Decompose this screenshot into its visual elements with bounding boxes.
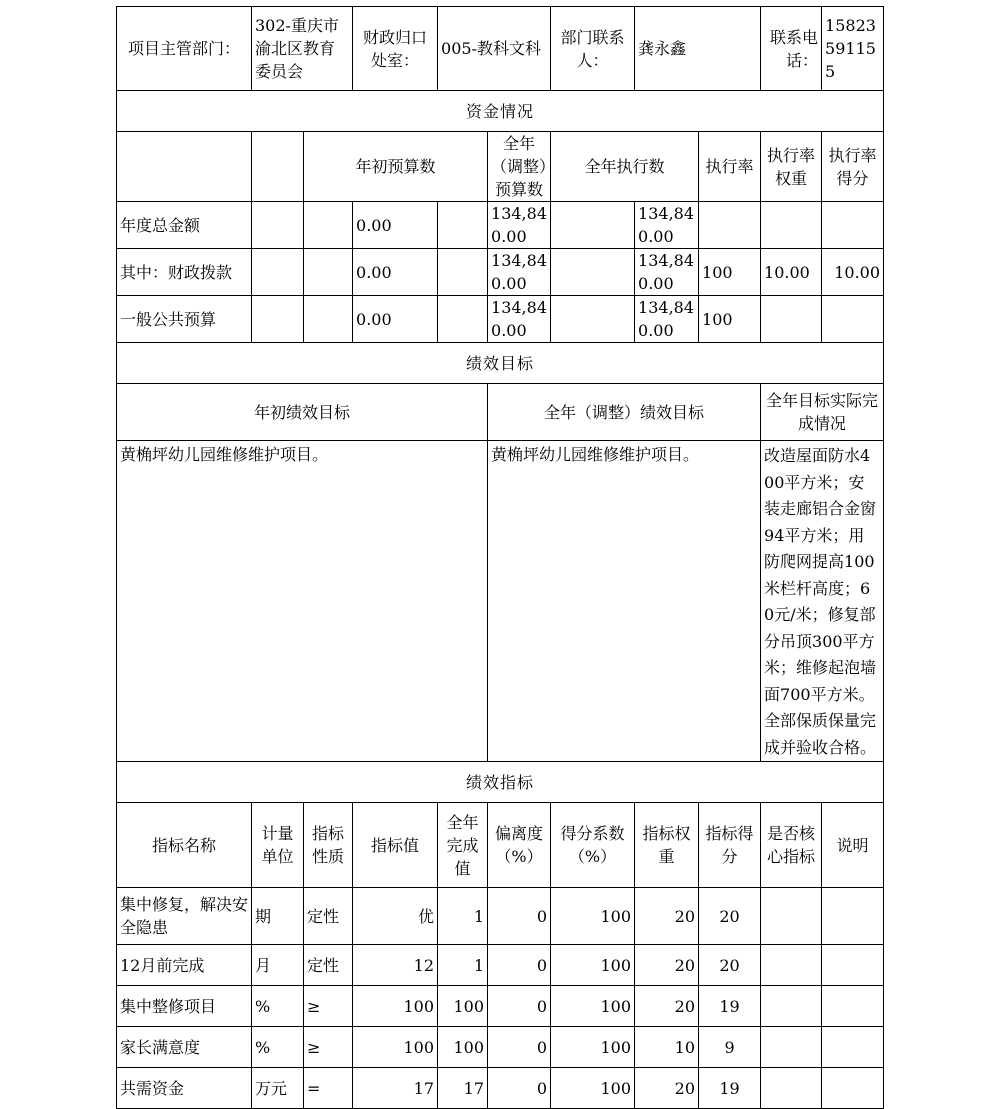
indicator-coef: 100 (551, 1027, 635, 1068)
adjusted-value: 134,840.00 (488, 296, 551, 343)
funds-blank-cell (117, 132, 252, 202)
indicator-weight: 20 (635, 986, 699, 1027)
indicator-core (761, 1027, 822, 1068)
indicator-score: 9 (699, 1027, 761, 1068)
funds-section-title: 资金情况 (117, 91, 884, 132)
indicator-value: 12 (353, 945, 438, 986)
col-exec-weight: 执行率权重 (761, 132, 822, 202)
indicator-weight: 20 (635, 945, 699, 986)
indicator-score: 19 (699, 1068, 761, 1109)
blank-cell (551, 296, 635, 343)
indicators-header-row (117, 803, 884, 888)
col-score-coef: 得分系数（%） (551, 803, 635, 888)
initial-value: 0.00 (353, 202, 438, 249)
blank-cell (304, 202, 353, 249)
blank-cell (551, 202, 635, 249)
goals-section-title: 绩效目标 (117, 343, 884, 384)
col-initial-goal: 年初绩效目标 (117, 384, 488, 441)
blank-cell (438, 202, 488, 249)
blank-cell (438, 249, 488, 296)
score-value (822, 296, 884, 343)
col-initial-budget: 年初预算数 (304, 132, 488, 202)
adjusted-goal-text: 黄桷坪幼儿园维修维护项目。 (488, 441, 761, 762)
indicator-completed: 1 (438, 888, 488, 945)
indicators-section-row (117, 762, 884, 803)
indicator-completed: 100 (438, 1027, 488, 1068)
goals-section-row (117, 343, 884, 384)
phone-value: 15823591155 (822, 7, 884, 91)
col-indicator-name: 指标名称 (117, 803, 252, 888)
indicator-value: 17 (353, 1068, 438, 1109)
indicator-row (117, 1027, 884, 1068)
blank-cell (252, 296, 304, 343)
adjusted-value: 134,840.00 (488, 249, 551, 296)
indicator-name: 共需资金 (117, 1068, 252, 1109)
indicator-core (761, 1068, 822, 1109)
indicator-weight: 10 (635, 1027, 699, 1068)
actual-completion-text: 改造屋面防水400平方米；安装走廊铝合金窗94平方米；用防爬网提高100米栏杆高度；60元/米；修复部分吊顶300平方米；维修起泡墙面700平方米。全部保质保量完成并验收合格。 (761, 441, 884, 762)
indicator-core (761, 986, 822, 1027)
contact-label: 部门联系人： (551, 7, 635, 91)
executed-value: 134,840.00 (635, 249, 699, 296)
indicator-core (761, 888, 822, 945)
col-completed-value: 全年完成值 (438, 803, 488, 888)
indicator-weight: 20 (635, 888, 699, 945)
finance-value: 005-教科文科 (438, 7, 551, 91)
col-note: 说明 (822, 803, 884, 888)
indicator-completed: 100 (438, 986, 488, 1027)
indicator-note (822, 1027, 884, 1068)
indicator-nature: 定性 (304, 888, 353, 945)
rate-value (699, 202, 761, 249)
indicator-note (822, 888, 884, 945)
indicator-coef: 100 (551, 888, 635, 945)
indicator-unit: 期 (252, 888, 304, 945)
funds-row (117, 249, 884, 296)
indicator-deviation: 0 (488, 986, 551, 1027)
funds-header-row (117, 132, 884, 202)
indicator-completed: 1 (438, 945, 488, 986)
rate-value: 100 (699, 249, 761, 296)
score-value (822, 202, 884, 249)
adjusted-value: 134,840.00 (488, 202, 551, 249)
indicator-completed: 17 (438, 1068, 488, 1109)
indicator-unit: % (252, 1027, 304, 1068)
score-value: 10.00 (822, 249, 884, 296)
weight-value (761, 202, 822, 249)
col-deviation: 偏离度（%） (488, 803, 551, 888)
indicator-core (761, 945, 822, 986)
dept-value: 302-重庆市渝北区教育委员会 (252, 7, 353, 91)
initial-value: 0.00 (353, 296, 438, 343)
indicator-deviation: 0 (488, 945, 551, 986)
indicator-unit: 万元 (252, 1068, 304, 1109)
funds-section-row (117, 91, 884, 132)
performance-evaluation-table (116, 6, 884, 1109)
indicator-deviation: 0 (488, 1027, 551, 1068)
funds-blank-cell (252, 132, 304, 202)
indicator-name: 集中修复，解决安全隐患 (117, 888, 252, 945)
indicator-note (822, 1068, 884, 1109)
weight-value: 10.00 (761, 249, 822, 296)
indicator-nature: 定性 (304, 945, 353, 986)
indicator-value: 100 (353, 1027, 438, 1068)
indicator-note (822, 945, 884, 986)
weight-value (761, 296, 822, 343)
header-row (117, 7, 884, 91)
indicator-name: 集中整修项目 (117, 986, 252, 1027)
indicator-score: 20 (699, 888, 761, 945)
goals-content-row (117, 441, 884, 762)
indicator-deviation: 0 (488, 1068, 551, 1109)
col-indicator-weight: 指标权重 (635, 803, 699, 888)
indicator-value: 优 (353, 888, 438, 945)
col-exec-rate: 执行率 (699, 132, 761, 202)
indicator-score: 20 (699, 945, 761, 986)
blank-cell (551, 249, 635, 296)
indicator-coef: 100 (551, 1068, 635, 1109)
indicator-row (117, 1068, 884, 1109)
blank-cell (252, 202, 304, 249)
phone-label: 联系电话： (761, 7, 822, 91)
initial-goal-text: 黄桷坪幼儿园维修维护项目。 (117, 441, 488, 762)
col-exec-score: 执行率得分 (822, 132, 884, 202)
indicator-nature: ≥ (304, 986, 353, 1027)
contact-value: 龚永鑫 (635, 7, 761, 91)
executed-value: 134,840.00 (635, 296, 699, 343)
funds-row (117, 202, 884, 249)
indicator-deviation: 0 (488, 888, 551, 945)
indicator-name: 家长满意度 (117, 1027, 252, 1068)
indicator-row (117, 986, 884, 1027)
indicator-unit: % (252, 986, 304, 1027)
blank-cell (252, 249, 304, 296)
col-unit: 计量单位 (252, 803, 304, 888)
col-core-indicator: 是否核心指标 (761, 803, 822, 888)
col-target-value: 指标值 (353, 803, 438, 888)
initial-value: 0.00 (353, 249, 438, 296)
finance-label: 财政归口处室： (353, 7, 438, 91)
indicator-unit: 月 (252, 945, 304, 986)
indicator-coef: 100 (551, 945, 635, 986)
dept-label: 项目主管部门： (117, 7, 252, 91)
col-executed: 全年执行数 (551, 132, 699, 202)
funds-row-label: 年度总金额 (117, 202, 252, 249)
indicators-section-title: 绩效指标 (117, 762, 884, 803)
funds-row-label: 其中：财政拨款 (117, 249, 252, 296)
indicator-nature: ≥ (304, 1027, 353, 1068)
executed-value: 134,840.00 (635, 202, 699, 249)
indicator-weight: 20 (635, 1068, 699, 1109)
indicator-row (117, 888, 884, 945)
rate-value: 100 (699, 296, 761, 343)
blank-cell (304, 249, 353, 296)
indicator-coef: 100 (551, 986, 635, 1027)
funds-row (117, 296, 884, 343)
indicator-score: 19 (699, 986, 761, 1027)
col-indicator-score: 指标得分 (699, 803, 761, 888)
funds-row-label: 一般公共预算 (117, 296, 252, 343)
blank-cell (438, 296, 488, 343)
col-actual-completion: 全年目标实际完成情况 (761, 384, 884, 441)
indicator-row (117, 945, 884, 986)
col-adjusted-goal: 全年（调整）绩效目标 (488, 384, 761, 441)
indicator-note (822, 986, 884, 1027)
blank-cell (304, 296, 353, 343)
col-nature: 指标性质 (304, 803, 353, 888)
indicator-value: 100 (353, 986, 438, 1027)
col-adjusted-budget: 全年（调整）预算数 (488, 132, 551, 202)
indicator-name: 12月前完成 (117, 945, 252, 986)
goals-header-row (117, 384, 884, 441)
indicator-nature: = (304, 1068, 353, 1109)
